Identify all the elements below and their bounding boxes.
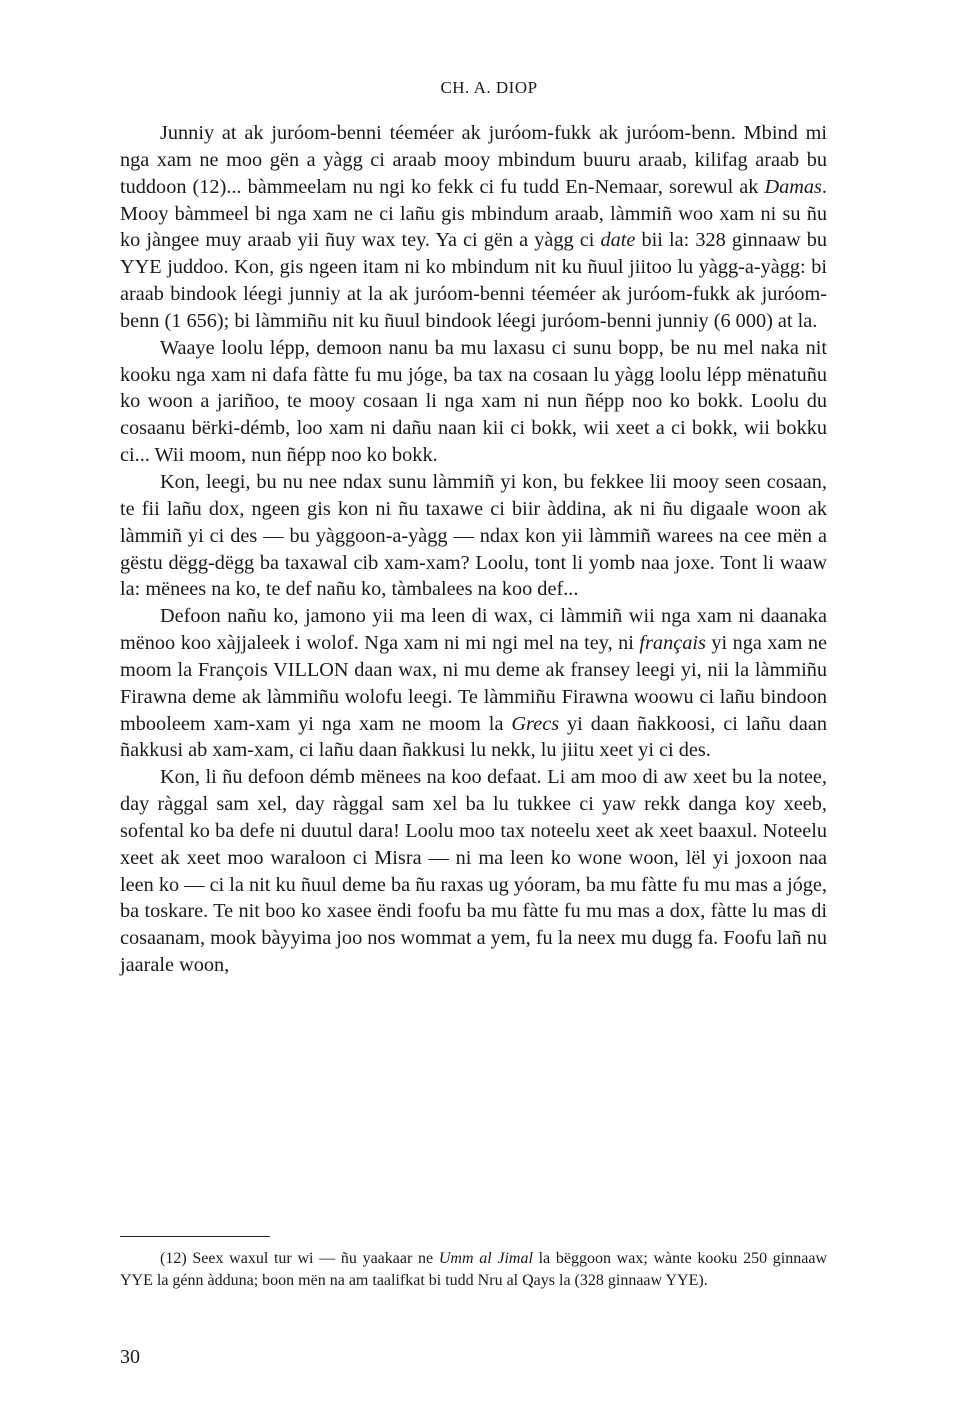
footnote-text-b: la bëggoon wax; wànte kooku 250 ginnaaw YYE la génn àdduna; boon mën na am taalifkat bi tudd Nru al Qays la (328 ginnaaw YYE).	[120, 1250, 828, 1289]
paragraph-1-italic-damas: Damas	[764, 175, 822, 198]
running-head: CH. A. DIOP	[440, 78, 538, 97]
footnote-text-a: (12) Seex waxul tur wi — ñu yaakaar ne	[160, 1250, 439, 1267]
paragraph-1	[120, 120, 827, 335]
paragraph-2: Waaye loolu lépp, demoon nanu ba mu laxasu ci sunu bopp, be nu mel naka nit kooku nga xam ni dafa fàtte fu mu jóge, ba tax na cosaan lu yàgg loolu lépp mënatuñu ko woon a jariñoo, te mooy cosaan li nga xam ni nun ñépp noo ko bokk. Loolu du cosaanu bërki-démb, loo xam ni dañu naan kii ci bokk, wii xeet a ci bokk, wii bokku ci... Wii moom, nun ñépp noo ko bokk.	[120, 336, 827, 467]
paragraph-1-text-b: . Mooy bàmmeel bi nga xam ne ci lañu gis mbindum araab, làmmiñ woo xam ni su ñu ko jàngee muy araab yii ñuy wax tey. Ya ci gën a yàgg ci	[120, 175, 827, 252]
paragraph-5: Kon, li ñu defoon démb mënees na koo defaat. Li am moo di aw xeet bu la notee, day ràggal sam xel, day ràggal sam xel ba lu tukkee ci yaw rekk danga koy xeeb, sofental ko ba defe ni duutul dara! Loolu moo tax noteelu xeet ak xeet baaxul. Noteelu xeet ak xeet moo waraloon ci Misra — ni ma leen ko wone woon, lël yi joxoon naa leen ko — ci la nit ku ñuul deme ba ñu raxas ug yóoram, ba mu fàtte fu mu mas a jóge, ba toskare. Te nit boo ko xasee ëndi foofu ba mu fàtte fu mu mas a dox, fàtte lu mas di cosaanam, mook bàyyima joo nos wommat a yem, fu la neex mu dugg fa. Foofu lañ nu jaarale woon,	[120, 766, 827, 977]
footnote-italic-umm-al-jimal: Umm al Jimal	[438, 1250, 533, 1267]
footnote	[120, 1248, 827, 1292]
paragraph-3: Kon, leegi, bu nu nee ndax sunu làmmiñ yi kon, bu fekkee lii mooy seen cosaan, te fii lañu dox, ngeen gis kon ni ñu taxawe ci biir àddina, ak ni ñu digaale woon ak làmmiñ yi ci des — bu yàggoon-a-yàgg — ndax kon yii làmmiñ warees na cee mën a gëstu dëgg-dëgg ba taxawal cib xam-xam? Loolu, tont li yomb naa joxe. Tont li waaw la: mënees na ko, te def nañu ko, tàmbalees na koo def...	[120, 470, 827, 601]
footnote-divider	[120, 1236, 270, 1237]
paragraph-4-italic-francais: français	[639, 632, 706, 655]
paragraph-1-text-a: Junniy at ak juróom-benni téeméer ak juróom-fukk ak juróom-benn. Mbind mi nga xam ne moo gën a yàgg ci araab mooy mbindum buuru araab, kilifag araab bu tuddoon (12)... bàmmeelam nu ngi ko fekk ci fu tudd En-Nemaar, sorewul ak	[120, 122, 827, 198]
paragraph-4-text-b: yi nga xam ne moom la François VILLON daan wax, ni mu deme ak fransey leegi yi, nii la làmmiñu Firawna deme ak làmmiñu wolofu leegi. Te làmmiñu Firawna woowu ci lañu bindoon mbooleem xam-xam yi nga xam ne moom la	[120, 632, 827, 735]
footnote-12	[120, 1248, 827, 1292]
body-text	[120, 120, 827, 979]
page-number: 30	[120, 1346, 140, 1368]
paragraph-1-italic-date: date	[600, 229, 636, 252]
paragraph-4-text-c: yi daan ñakkoosi, ci lañu daan ñakkusi ab xam-xam, ci lañu daan ñakkusi lu nekk, lu jiitu xeet yi ci des.	[120, 712, 828, 762]
paragraph-4-text-a: Defoon nañu ko, jamono yii ma leen di wax, ci làmmiñ wii nga xam ni daanaka mënoo koo xàjjaleek i wolof. Nga xam ni mi ngi mel na tey, ni	[120, 605, 827, 655]
paragraph-1-text-c: bii la: 328 ginnaaw bu YYE juddoo. Kon, gis ngeen itam ni ko mbindum nit ku ñuul jiitoo lu yàgg-a-yàgg: bi araab bindook léegi junniy at la ak juróom-benni téeméer ak juróom-fukk ak juróom-benn (1 656); bi làmmiñu nit ku ñuul bindook léegi juróom-benni junniy (6 000) at la.	[120, 229, 827, 332]
paragraph-4	[120, 603, 827, 764]
paragraph-4-italic-grecs: Grecs	[511, 712, 560, 735]
